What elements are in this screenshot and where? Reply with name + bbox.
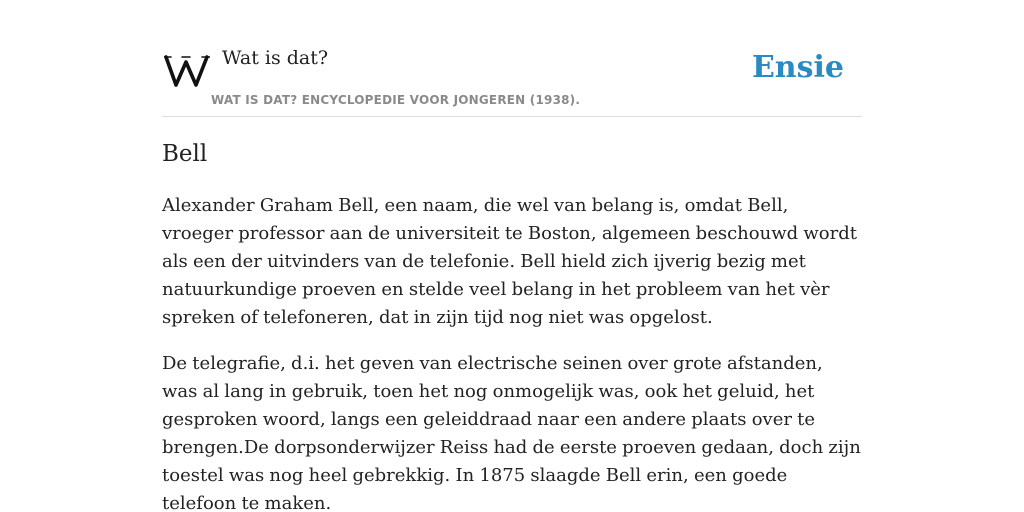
article-paragraph: Alexander Graham Bell, een naam, die wel van belang is, omdat Bell, vroeger professor aan de universiteit te Boston, algemeen beschouwd wordt als een der uitvinders van de telefonie. Bell hield zich ijverig bezig met natuurkundige proeven en stelde veel belang in het probleem van het vèr spreken of telefoneren, dat in zijn tijd nog niet was opgelost. [162, 195, 857, 328]
article-paragraph: De telegrafie, d.i. het geven van electrische seinen over grote afstanden, was al lang in gebruik, toen het nog onmogelijk was, ook het geluid, het gesproken woord, langs een geleiddraad naar een andere plaats over te brengen.De dorpsonderwijzer Reiss had de eerste proeven gedaan, doch zijn toestel was nog heel gebrekkig. In 1875 slaagde Bell erin, een goede telefoon te maken. [162, 353, 861, 512]
brand-logo-link[interactable]: Ensie [751, 50, 844, 85]
site-header [162, 40, 862, 117]
site-subtitle: WAT IS DAT? ENCYCLOPEDIE VOOR JONGEREN (1938). [211, 93, 581, 107]
site-title[interactable]: Wat is dat? [222, 47, 329, 69]
wikipedia-w-icon[interactable] [164, 50, 210, 90]
article [162, 138, 862, 512]
article-title: Bell [162, 141, 208, 167]
